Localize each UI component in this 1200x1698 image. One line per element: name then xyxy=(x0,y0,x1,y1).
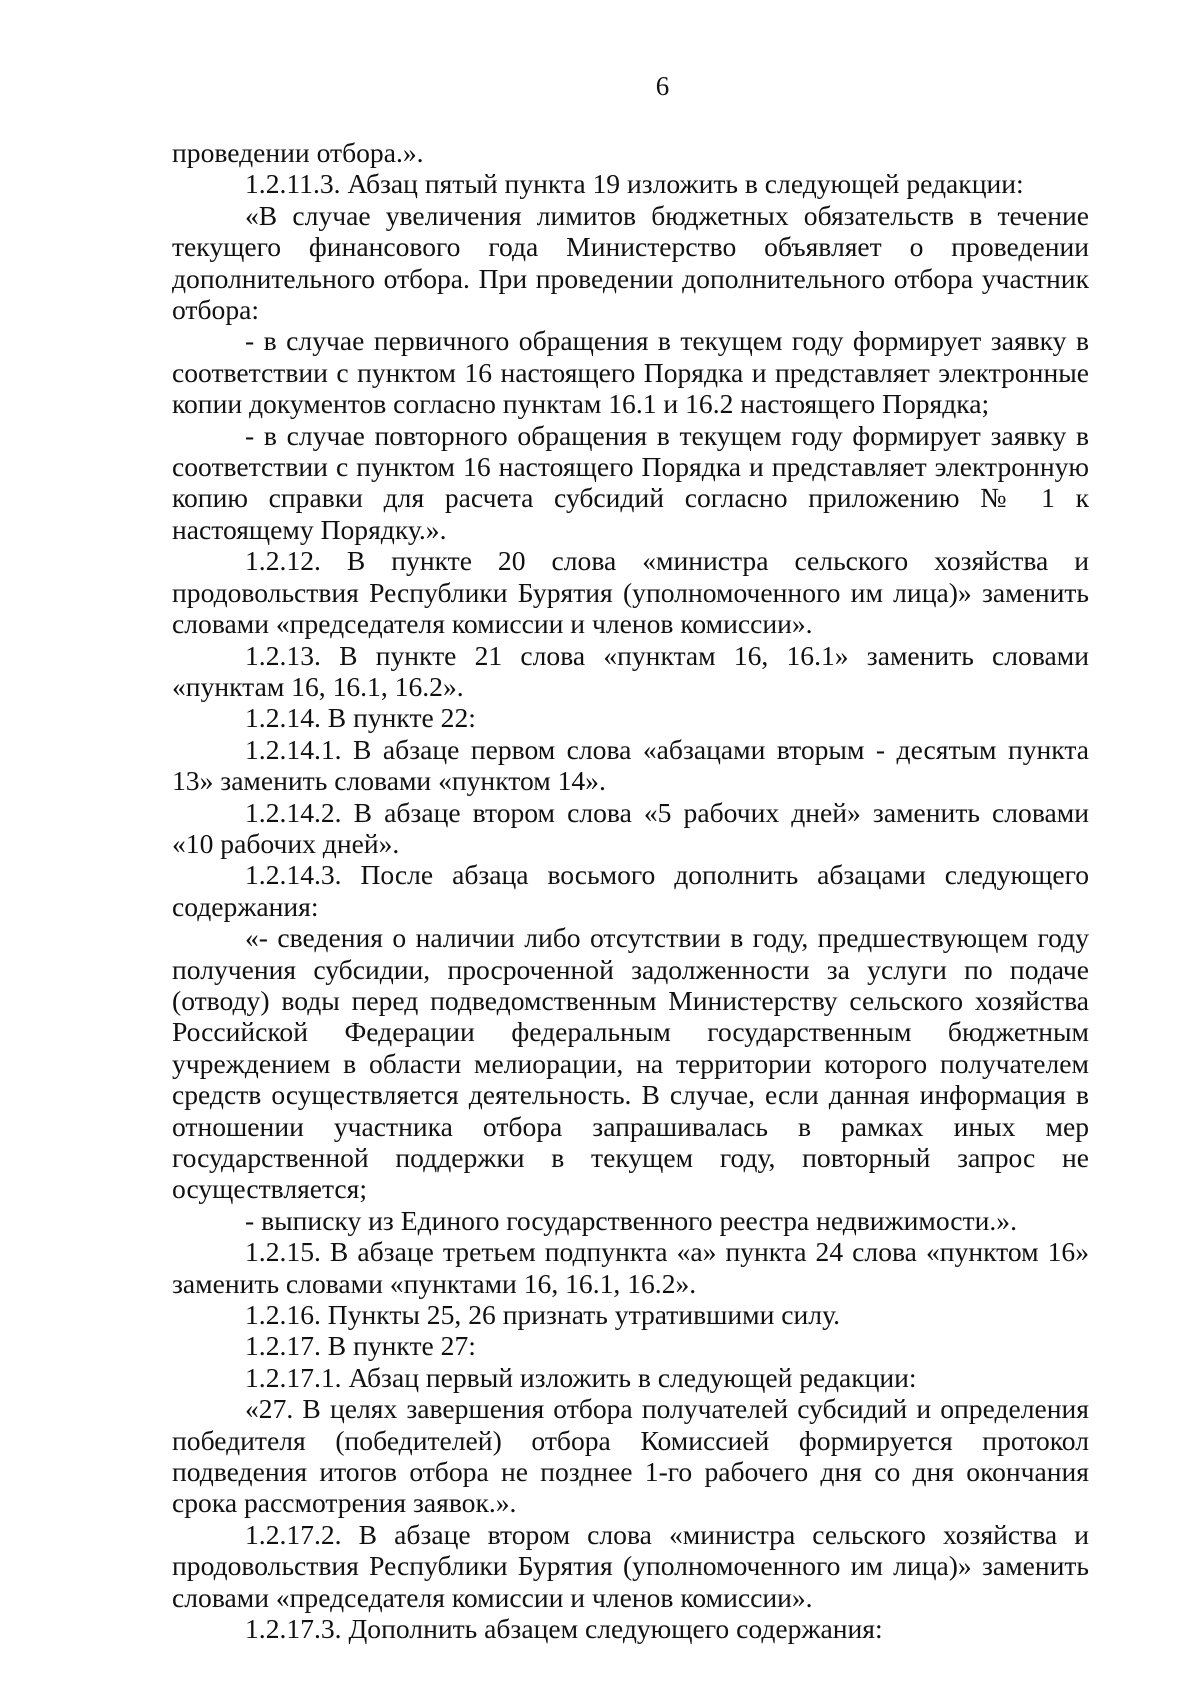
paragraph: 1.2.11.3. Абзац пятый пункта 19 изложить в следующей редакции: xyxy=(245,168,1024,200)
paragraph: «27. В целях завершения отбора получателей субсидий и определения победителя (победителей) отбора Комиссией формируется протокол подведения итогов отбора не позднее 1-го рабочего дня со дня окончания срока рассмотрения заявок.». xyxy=(172,1393,1089,1519)
document-body xyxy=(172,137,1089,1645)
paragraph: 1.2.15. В абзаце третьем подпункта «а» пункта 24 слова «пунктом 16» заменить словами «пунктами 16, 16.1, 16.2». xyxy=(172,1236,1089,1299)
paragraph: «- сведения о наличии либо отсутствии в году, предшествующем году получения субсидии, просроченной задолженности за услуги по подаче (отводу) воды перед подведомственным Министерству сельского хозяйства Российской Федерации федеральным государственным бюджетным учреждением в области мелиорации, на территории которого получателем средств осуществляется деятельность. В случае, если данная информация в отношении участника отбора запрашивалась в рамках иных мер государственной поддержки в текущем году, повторный запрос не осуществляется; xyxy=(172,922,1089,1205)
paragraph: 1.2.17.3. Дополнить абзацем следующего содержания: xyxy=(245,1613,883,1645)
paragraph: 1.2.16. Пункты 25, 26 признать утратившими силу. xyxy=(245,1299,841,1331)
page-number: 6 xyxy=(655,71,670,101)
paragraph: - в случае первичного обращения в текущем году формирует заявку в соответствии с пунктом 16 настоящего Порядка и представляет электронные копии документов согласно пунктам 16.1 и 16.2 настоящего Порядка; xyxy=(172,325,1089,420)
paragraph: «В случае увеличения лимитов бюджетных обязательств в течение текущего финансового года Министерство объявляет о проведении дополнительного отбора. При проведении дополнительного отбора участник отбора: xyxy=(172,199,1089,326)
paragraph: 1.2.17. В пункте 27: xyxy=(245,1330,476,1362)
paragraph: 1.2.14. В пункте 22: xyxy=(245,702,476,734)
paragraph: 1.2.14.2. В абзаце втором слова «5 рабочих дней» заменить словами «10 рабочих дней». xyxy=(172,796,1089,859)
paragraph: 1.2.14.3. После абзаца восьмого дополнить абзацами следующего содержания: xyxy=(172,859,1089,922)
paragraph: - выписку из Единого государственного реестра недвижимости.». xyxy=(245,1204,1017,1236)
paragraph: 1.2.14.1. В абзаце первом слова «абзацами вторым - десятым пункта 13» заменить словами «пунктом 14». xyxy=(172,733,1089,797)
paragraph: 1.2.17.2. В абзаце втором слова «министра сельского хозяйства и продовольствия Республики Бурятия (уполномоченного им лица)» заменить словами «председателя комиссии и членов комиссии». xyxy=(172,1518,1089,1613)
paragraph: 1.2.17.1. Абзац первый изложить в следующей редакции: xyxy=(245,1361,917,1393)
paragraph: 1.2.12. В пункте 20 слова «министра сельского хозяйства и продовольствия Республики Бурятия (уполномоченного им лица)» заменить словами «председателя комиссии и членов комиссии». xyxy=(172,545,1089,640)
paragraph: проведении отбора.». xyxy=(172,137,424,168)
paragraph: 1.2.13. В пункте 21 слова «пунктам 16, 16.1» заменить словами «пунктам 16, 16.1, 16.2». xyxy=(172,639,1089,702)
paragraph: - в случае повторного обращения в текущем году формирует заявку в соответствии с пунктом 16 настоящего Порядка и представляет электронную копию справки для расчета субсидий согласно приложению № 1 к настоящему Порядку.». xyxy=(172,419,1089,545)
